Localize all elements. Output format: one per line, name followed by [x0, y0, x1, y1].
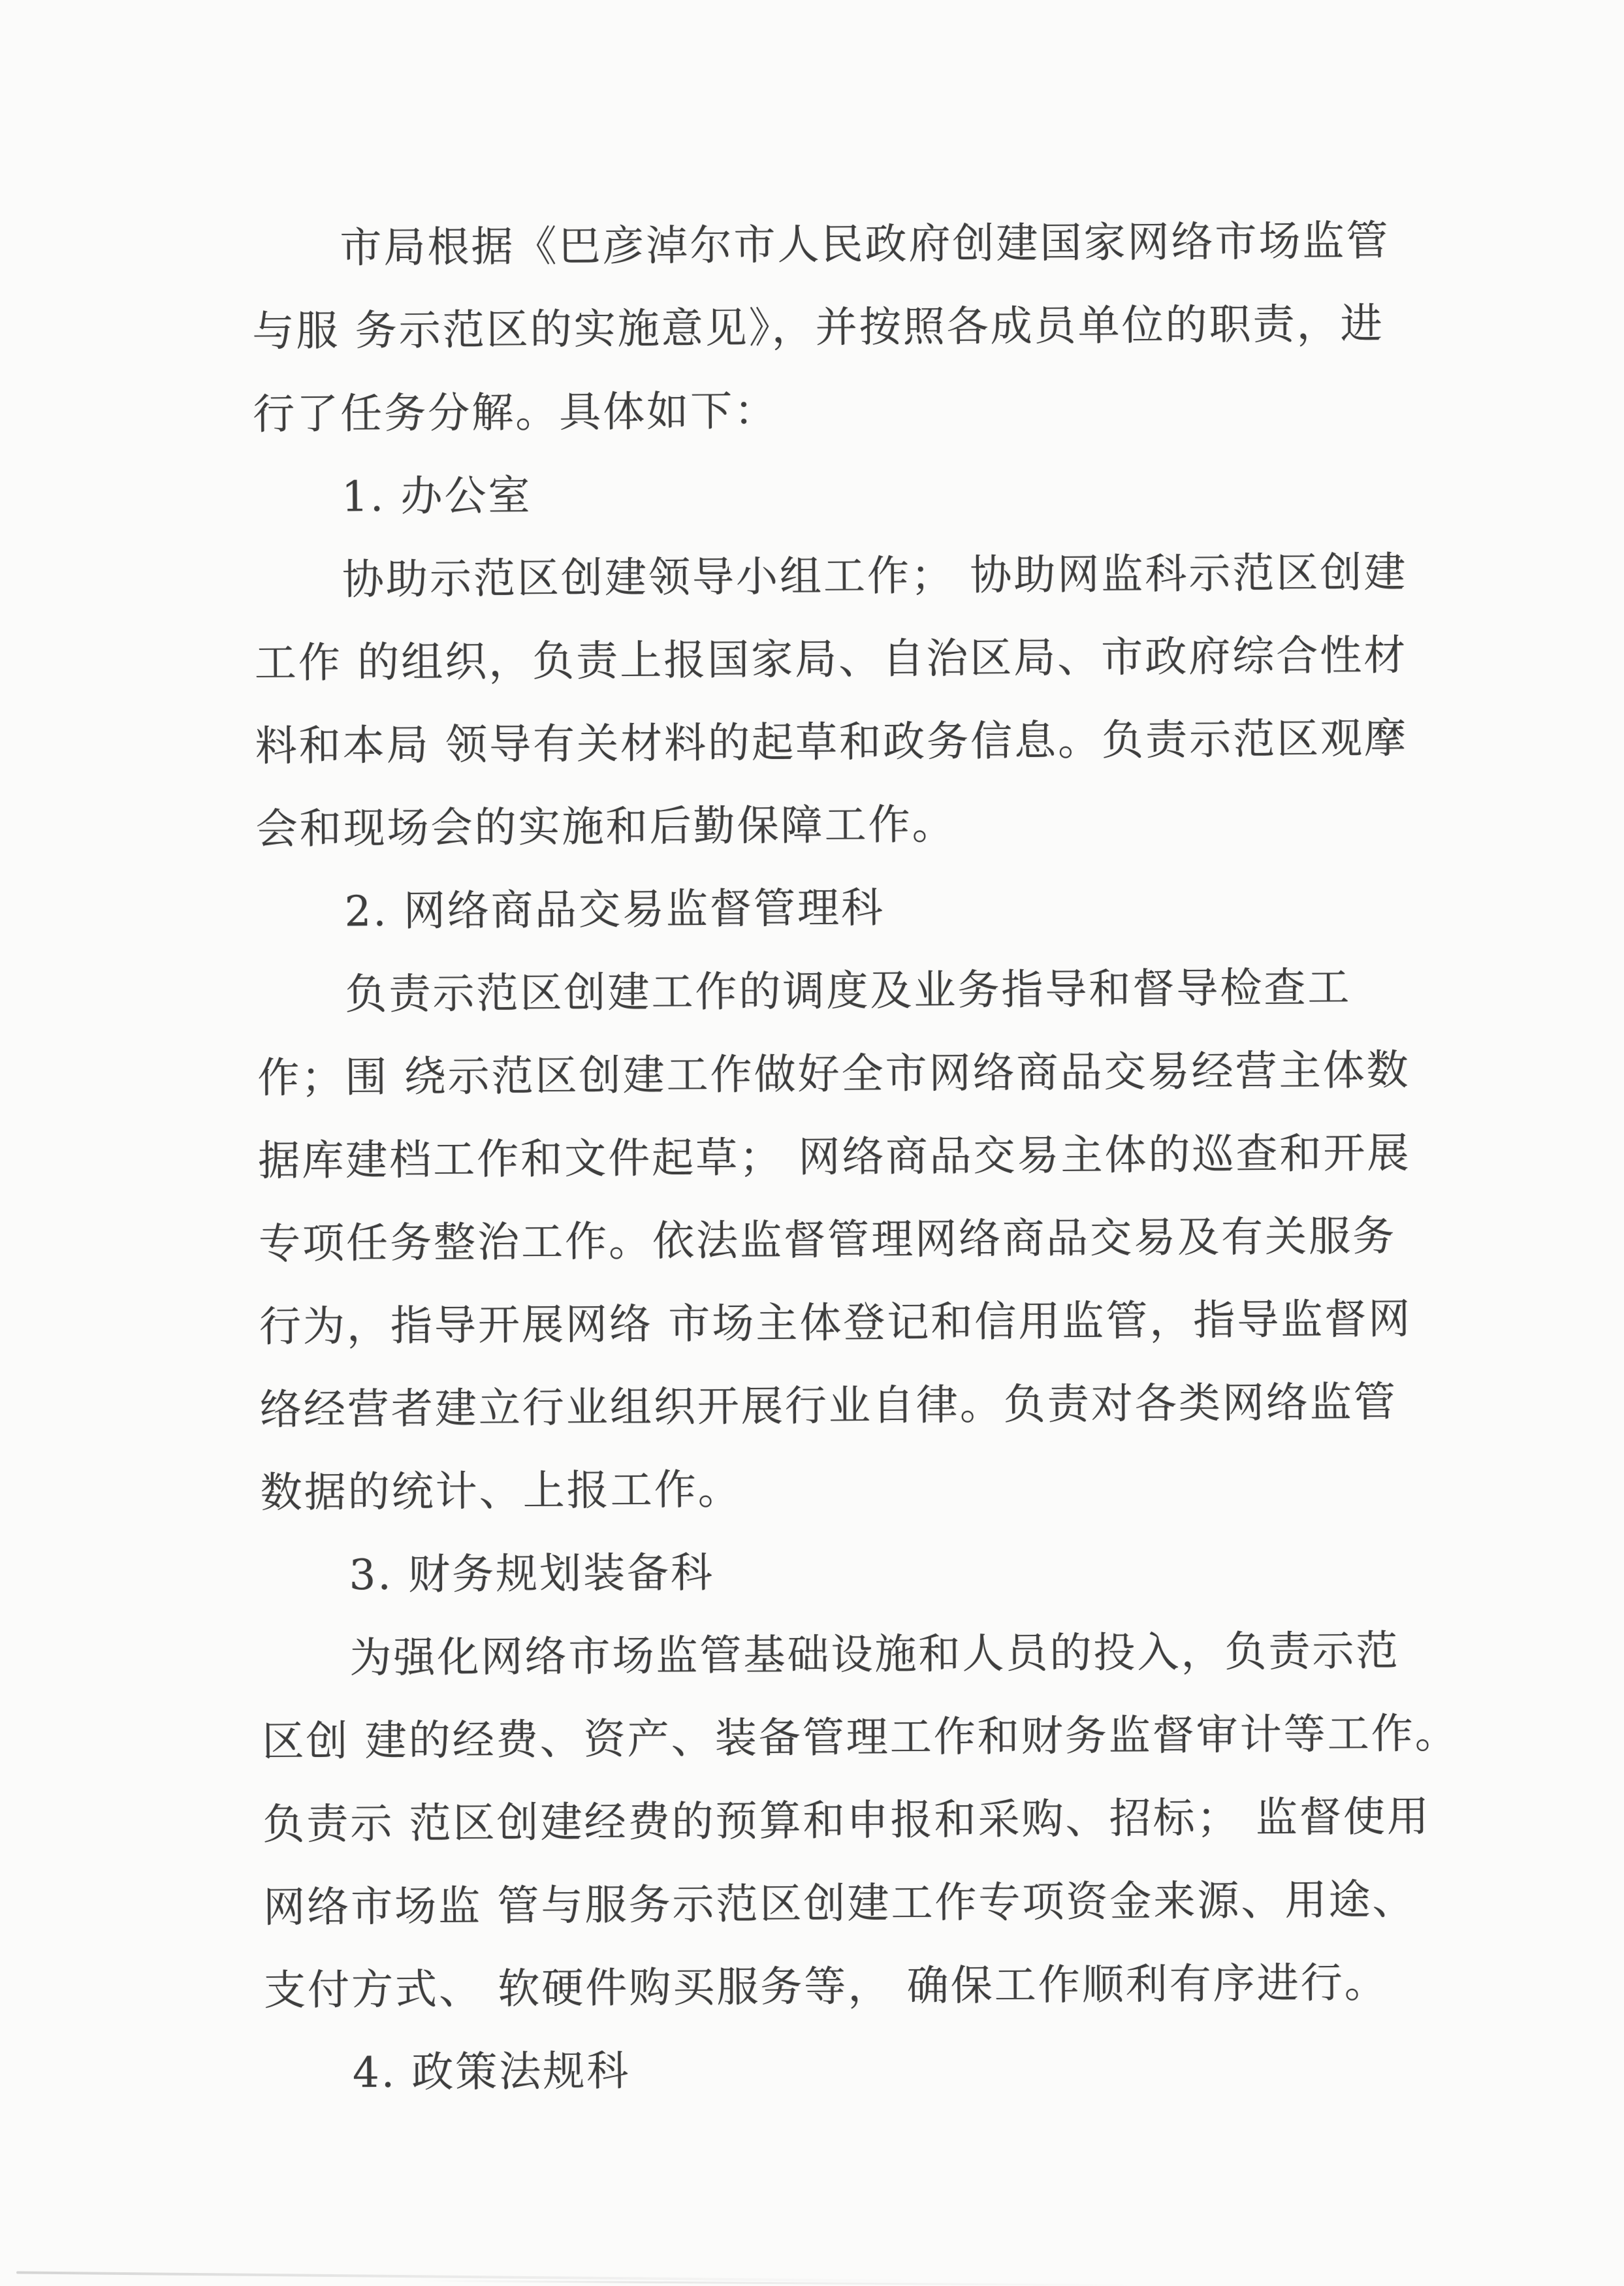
text-line: 工作 的组织，负责上报国家局、自治区局、市政府综合性材	[254, 631, 1408, 688]
text-line: 协助示范区创建领导小组工作； 协助网监科示范区创建	[342, 548, 1408, 605]
text-line: 料和本局 领导有关材料的起草和政务信息。负责示范区观摩	[255, 714, 1409, 771]
text-line: 为强化网络市场监管基础设施和人员的投入，负责示范	[349, 1627, 1400, 1683]
text-line: 负责示范区创建工作的调度及业务指导和督导检查工	[345, 963, 1352, 1020]
text-line: 市局根据《巴彦淖尔市人民政府创建国家网络市场监管	[340, 217, 1390, 273]
text-line: 行为，指导开展网络 市场主体登记和信用监管，指导监督网	[259, 1295, 1412, 1352]
text-line: 区创 建的经费、资产、装备管理工作和财务监督审计等工作。	[262, 1709, 1459, 1767]
text-line: 网络市场监 管与服务示范区创建工作专项资金来源、用途、	[263, 1875, 1416, 1933]
section-heading-office: 1. 办公室	[341, 472, 532, 522]
text-line: 支付方式、 软硬件购买服务等， 确保工作顺利有序进行。	[263, 1959, 1388, 2016]
text-line: 据库建档工作和文件起草； 网络商品交易主体的巡查和开展	[257, 1129, 1411, 1186]
text-line: 络经营者建立行业组织开展行业自律。负责对各类网络监管	[259, 1378, 1398, 1435]
text-line: 专项任务整治工作。依法监督管理网络商品交易及有关服务	[258, 1212, 1397, 1269]
text-line: 会和现场会的实施和后勤保障工作。	[255, 800, 956, 854]
text-line: 行了任务分解。具体如下：	[252, 387, 778, 440]
section-heading-policy-regulation: 4. 政策法规科	[352, 2047, 631, 2098]
section-heading-online-trade-supervision: 2. 网络商品交易监督管理科	[344, 884, 885, 937]
text-line: 与服 务示范区的实施意见》，并按照各成员单位的职责，进	[252, 300, 1384, 357]
section-heading-finance-planning-equipment: 3. 财务规划装备科	[349, 1549, 715, 1600]
document-text-block	[251, 200, 1459, 2116]
text-line: 负责示 范区创建经费的预算和申报和采购、招标； 监督使用	[263, 1792, 1431, 1850]
text-line: 作；围 绕示范区创建工作做好全市网络商品交易经营主体数	[257, 1046, 1410, 1103]
text-line: 数据的统计、上报工作。	[260, 1466, 742, 1518]
